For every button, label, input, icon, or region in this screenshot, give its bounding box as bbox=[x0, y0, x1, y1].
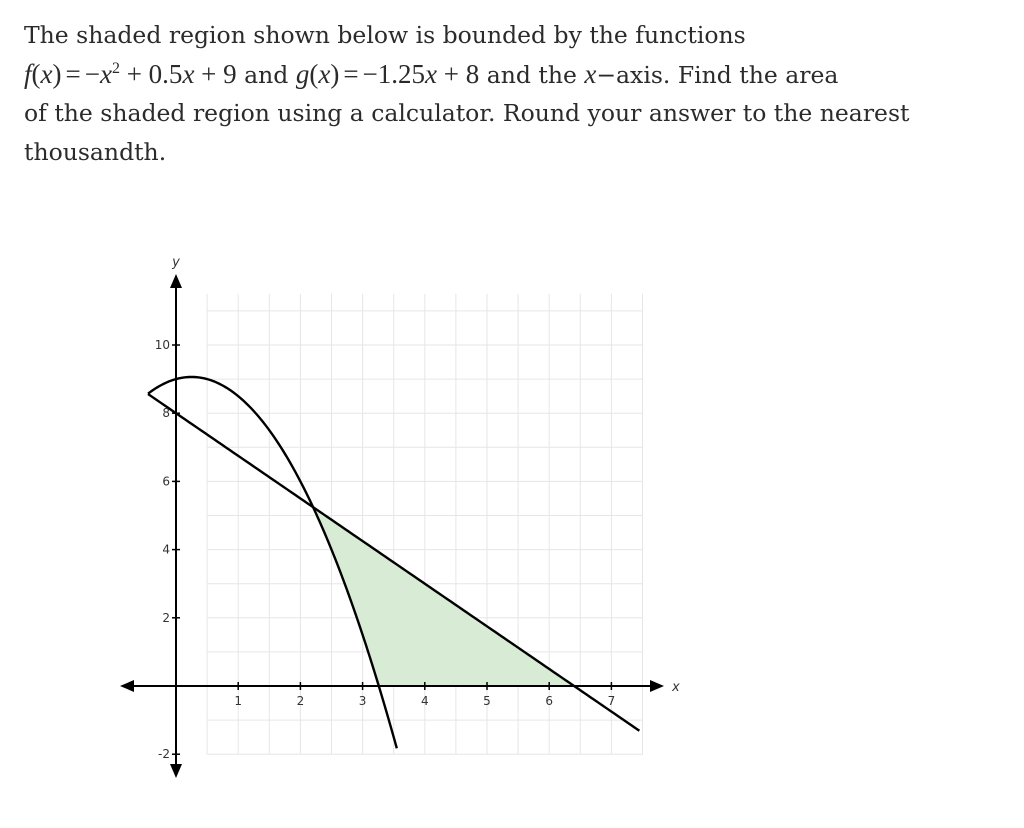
curve-f bbox=[148, 377, 397, 748]
tick-labels bbox=[155, 255, 680, 761]
y-tick-label: 6 bbox=[162, 474, 170, 489]
and-text-2: and the bbox=[486, 60, 577, 89]
x-tick-label: 7 bbox=[607, 694, 616, 708]
x-axis-arrow-right bbox=[650, 680, 664, 692]
y-axis-label: y bbox=[172, 255, 180, 270]
problem-line-3: of the shaded region using a calculator. Round your answer to the nearest bbox=[24, 99, 910, 127]
problem-line-2 bbox=[24, 55, 1004, 95]
f-equation: $f(x) = -x^2 + 0.5x + 9$ bbox=[24, 58, 237, 89]
y-tick-label: 8 bbox=[162, 406, 170, 421]
problem-line-1: The shaded region shown below is bounded by the functions bbox=[24, 21, 746, 49]
curves bbox=[148, 377, 639, 748]
y-tick-label: -2 bbox=[158, 747, 170, 762]
y-axis-arrow-up bbox=[170, 274, 182, 288]
y-axis-arrow-down bbox=[170, 764, 182, 778]
y-tick-label: 2 bbox=[162, 610, 170, 625]
shaded-region bbox=[310, 504, 574, 687]
x-tick-label: 1 bbox=[234, 694, 243, 708]
x-tick-label: 4 bbox=[420, 694, 429, 708]
x-axis-label: x bbox=[672, 680, 680, 695]
x-tick-label: 6 bbox=[545, 694, 554, 708]
x-tick-label: 2 bbox=[296, 694, 305, 708]
axes bbox=[120, 274, 664, 778]
and-text-1: and bbox=[244, 60, 289, 89]
grid bbox=[207, 294, 642, 754]
g-equation: g(x) = −1.25x + 8 bbox=[295, 58, 480, 89]
axis-var: x bbox=[584, 58, 597, 89]
x-axis-arrow-left bbox=[120, 680, 134, 692]
y-tick-label: 10 bbox=[154, 338, 170, 352]
x-tick-label: 5 bbox=[483, 694, 491, 708]
x-tick-label: 3 bbox=[358, 694, 367, 708]
line-g bbox=[148, 394, 639, 731]
y-tick-label: 4 bbox=[162, 542, 170, 557]
problem-line-4: thousandth. bbox=[24, 137, 167, 166]
axis-text: −axis. Find the area bbox=[596, 60, 839, 89]
problem-statement bbox=[24, 16, 1004, 171]
